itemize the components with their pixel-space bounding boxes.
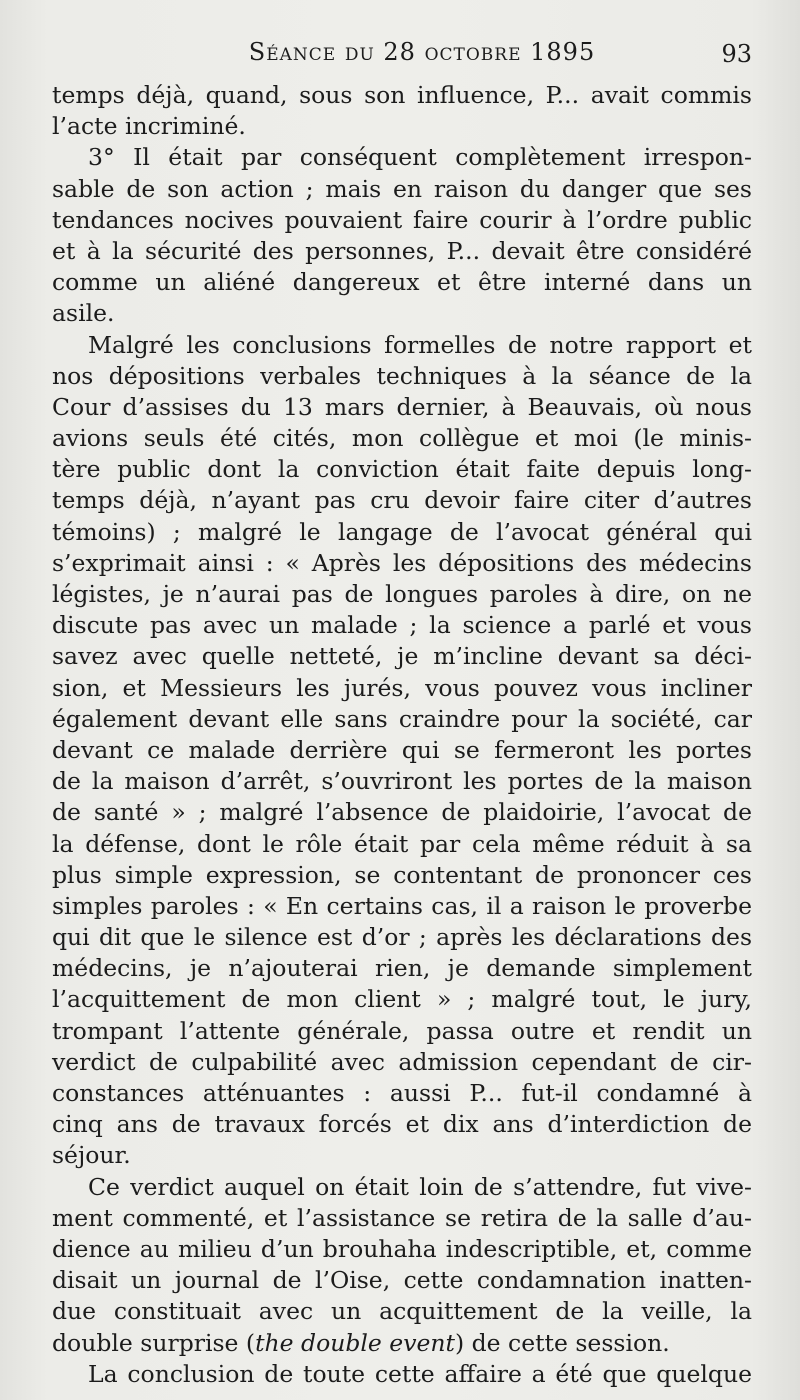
text-line: également devant elle sans craindre pour la société, car [52, 704, 752, 733]
text-line: ment commenté, et l’assistance se retira de la salle d’au- [52, 1203, 752, 1232]
text-line: 3° Il était par conséquent complètement irrespon- [88, 143, 752, 172]
text-line: s’exprimait ainsi : « Après les dépositions des médecins [52, 548, 752, 577]
text-line: constances atténuantes : aussi P... fut-il condamné à [52, 1079, 752, 1107]
text-line: séjour. [52, 1141, 131, 1170]
text-line: légistes, je n’aurai pas de longues paroles à dire, on ne [52, 580, 752, 608]
text-line: et à la sécurité des personnes, P... devait être considéré [52, 236, 752, 265]
text-line: sion, et Messieurs les jurés, vous pouvez vous incliner [52, 673, 752, 702]
text-line: médecins, je n’ajouterai rien, je demande simplement [52, 954, 752, 983]
italic-phrase: the double event [255, 1328, 455, 1357]
text-line: témoins) ; malgré le langage de l’avocat général qui [52, 517, 752, 546]
text-line: avions seuls été cités, mon collègue et moi (le minis- [52, 424, 752, 453]
text-segment: double surprise ( [52, 1328, 256, 1357]
text-line [52, 1328, 752, 1359]
text-line: temps déjà, quand, sous son influence, P... avait commis [52, 81, 752, 109]
text-line: tendances nocives pouvaient faire courir à l’ordre public [52, 205, 752, 234]
text-line: savez avec quelle netteté, je m’incline devant sa déci- [52, 642, 752, 671]
text-line: l’acte incriminé. [52, 112, 246, 141]
text-segment: ) de cette session. [454, 1328, 670, 1357]
running-head-title: Séance du 28 octobre 1895 [248, 38, 596, 66]
text-line: de santé » ; malgré l’absence de plaidoirie, l’avocat de [52, 798, 752, 827]
text-line: la défense, dont le rôle était par cela même réduit à sa [52, 829, 752, 858]
body-text [52, 80, 752, 1390]
text-line: plus simple expression, se contentant de prononcer ces [52, 860, 752, 889]
page-number: 93 [721, 40, 752, 68]
text-line: Cour d’assises du 13 mars dernier, à Beauvais, où nous [52, 392, 752, 421]
text-line: nos dépositions verbales techniques à la séance de la [52, 361, 752, 390]
text-line: qui dit que le silence est d’or ; après les déclarations des [52, 923, 752, 952]
text-line: disait un journal de l’Oise, cette condamnation inatten- [52, 1266, 752, 1295]
running-head [52, 38, 752, 78]
text-line: asile. [52, 299, 115, 328]
text-line: trompant l’attente générale, passa outre et rendit un [52, 1016, 752, 1045]
text-line: cinq ans de travaux forcés et dix ans d’interdiction de [52, 1110, 752, 1139]
text-line: La conclusion de toute cette affaire a été que quelque [88, 1359, 752, 1388]
text-line: due constituait avec un acquittement de la veille, la [52, 1297, 752, 1326]
text-line: simples paroles : « En certains cas, il a raison le proverbe [52, 891, 752, 920]
text-line: l’acquittement de mon client » ; malgré tout, le jury, [52, 985, 752, 1014]
text-line: de la maison d’arrêt, s’ouvriront les portes de la maison [52, 767, 752, 796]
text-line: discute pas avec un malade ; la science a parlé et vous [52, 611, 752, 640]
text-line: verdict de culpabilité avec admission cependant de cir- [52, 1047, 752, 1076]
text-line: sable de son action ; mais en raison du danger que ses [52, 174, 752, 203]
text-line: devant ce malade derrière qui se fermeront les portes [52, 735, 752, 764]
text-line: Malgré les conclusions formelles de notre rapport et [88, 330, 752, 359]
text-line: dience au milieu d’un brouhaha indescriptible, et, comme [52, 1234, 752, 1263]
text-line: temps déjà, n’ayant pas cru devoir faire citer d’autres [52, 486, 752, 515]
text-line: tère public dont la conviction était faite depuis long- [52, 455, 752, 484]
text-line: comme un aliéné dangereux et être interné dans un [52, 268, 752, 297]
text-line: Ce verdict auquel on était loin de s’attendre, fut vive- [88, 1172, 752, 1201]
